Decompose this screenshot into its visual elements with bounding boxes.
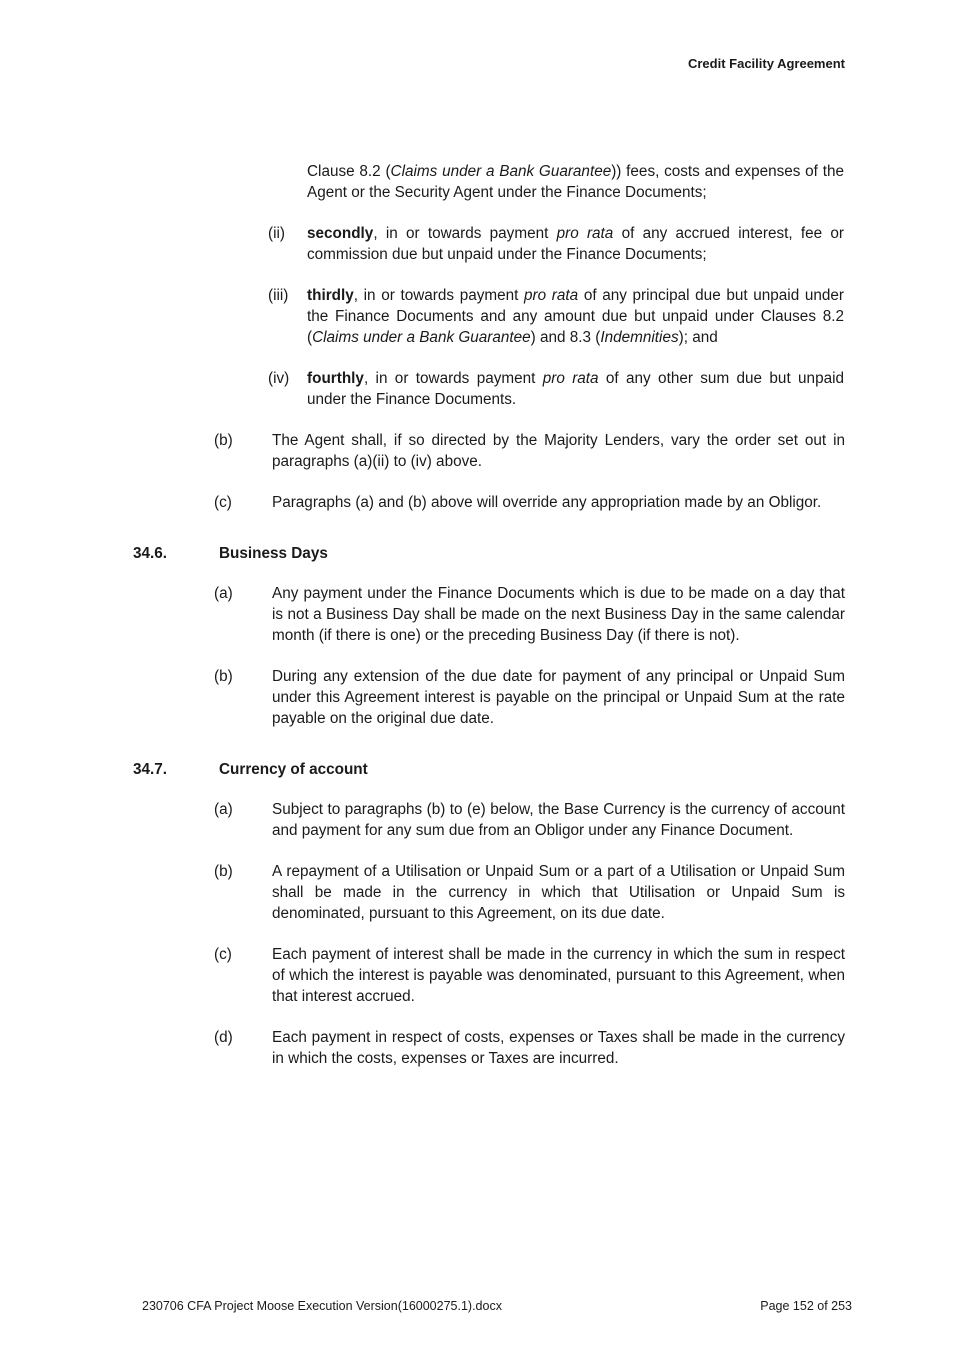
section-heading-business-days <box>0 543 965 564</box>
clause-text: fourthly, in or towards payment pro rata of any other sum due but unpaid under the Finance Documents. <box>307 370 844 408</box>
clause-paragraph-c <box>0 944 965 1007</box>
list-marker: (iii) <box>268 287 289 304</box>
list-marker: (b) <box>214 668 233 685</box>
clause-text: The Agent shall, if so directed by the Majority Lenders, vary the order set out in paragraphs (a)(ii) to (iv) above. <box>272 432 845 470</box>
list-marker: (a) <box>214 801 233 818</box>
clause-paragraph-b <box>0 430 965 472</box>
section-heading-currency-of-account <box>0 759 965 780</box>
section-number: 34.7. <box>133 761 168 778</box>
clause-paragraph-a <box>0 799 965 841</box>
clause-text: Each payment of interest shall be made in the currency in which the sum in respect of which the interest is payable was denominated, pursuant to this Agreement, when that interest accrued. <box>272 946 845 1005</box>
clause-paragraph-a <box>0 583 965 646</box>
clause-item-iii <box>0 285 965 348</box>
page-footer <box>142 1299 852 1314</box>
list-marker: (a) <box>214 585 233 602</box>
clause-paragraph-d <box>0 1027 965 1069</box>
clause-paragraph-c <box>0 492 965 513</box>
clause-item-i-continuation <box>0 161 965 203</box>
clause-item-ii <box>0 223 965 265</box>
list-marker: (ii) <box>268 225 285 242</box>
clause-text: Any payment under the Finance Documents which is due to be made on a day that is not a Business Day shall be made on the next Business Day in the same calendar month (if there is one) or the preceding Business Day (if there is not). <box>272 585 845 644</box>
clause-text: Each payment in respect of costs, expenses or Taxes shall be made in the currency in which the costs, expenses or Taxes are incurred. <box>272 1029 845 1067</box>
document-body <box>0 161 965 1089</box>
clause-text: Paragraphs (a) and (b) above will override any appropriation made by an Obligor. <box>272 494 822 511</box>
section-title: Business Days <box>219 545 328 562</box>
footer-page-number: Page 152 of 253 <box>760 1299 852 1313</box>
clause-item-iv <box>0 368 965 410</box>
list-marker: (c) <box>214 494 232 511</box>
clause-text: thirdly, in or towards payment pro rata of any principal due but unpaid under the Finance Documents and any amount due but unpaid under Clauses 8.2 (Claims under a Bank Guarantee) and 8.3 (Indemnities); and <box>307 287 844 346</box>
footer-filename: 230706 CFA Project Moose Execution Version(16000275.1).docx <box>142 1299 502 1313</box>
clause-text: Clause 8.2 (Claims under a Bank Guarantee)) fees, costs and expenses of the Agent or the Security Agent under the Finance Documents; <box>307 163 844 201</box>
clause-paragraph-b <box>0 861 965 924</box>
list-marker: (b) <box>214 432 233 449</box>
clause-text: During any extension of the due date for payment of any principal or Unpaid Sum under this Agreement interest is payable on the principal or Unpaid Sum at the rate payable on the original due date. <box>272 668 845 727</box>
list-marker: (d) <box>214 1029 233 1046</box>
list-marker: (iv) <box>268 370 290 387</box>
header-title: Credit Facility Agreement <box>687 56 845 71</box>
section-number: 34.6. <box>133 545 168 562</box>
clause-text: Subject to paragraphs (b) to (e) below, the Base Currency is the currency of account and payment for any sum due from an Obligor under any Finance Document. <box>272 801 845 839</box>
list-marker: (c) <box>214 946 232 963</box>
list-marker <box>268 161 307 203</box>
clause-text: A repayment of a Utilisation or Unpaid Sum or a part of a Utilisation or Unpaid Sum shall be made in the currency in which that Utilisation or Unpaid Sum is denominated, pursuant to this Agreement, on its due date. <box>272 863 845 922</box>
page-header <box>688 56 845 71</box>
section-title: Currency of account <box>219 761 368 778</box>
clause-paragraph-b <box>0 666 965 729</box>
list-marker: (b) <box>214 863 233 880</box>
clause-text: secondly, in or towards payment pro rata of any accrued interest, fee or commission due but unpaid under the Finance Documents; <box>307 225 844 263</box>
